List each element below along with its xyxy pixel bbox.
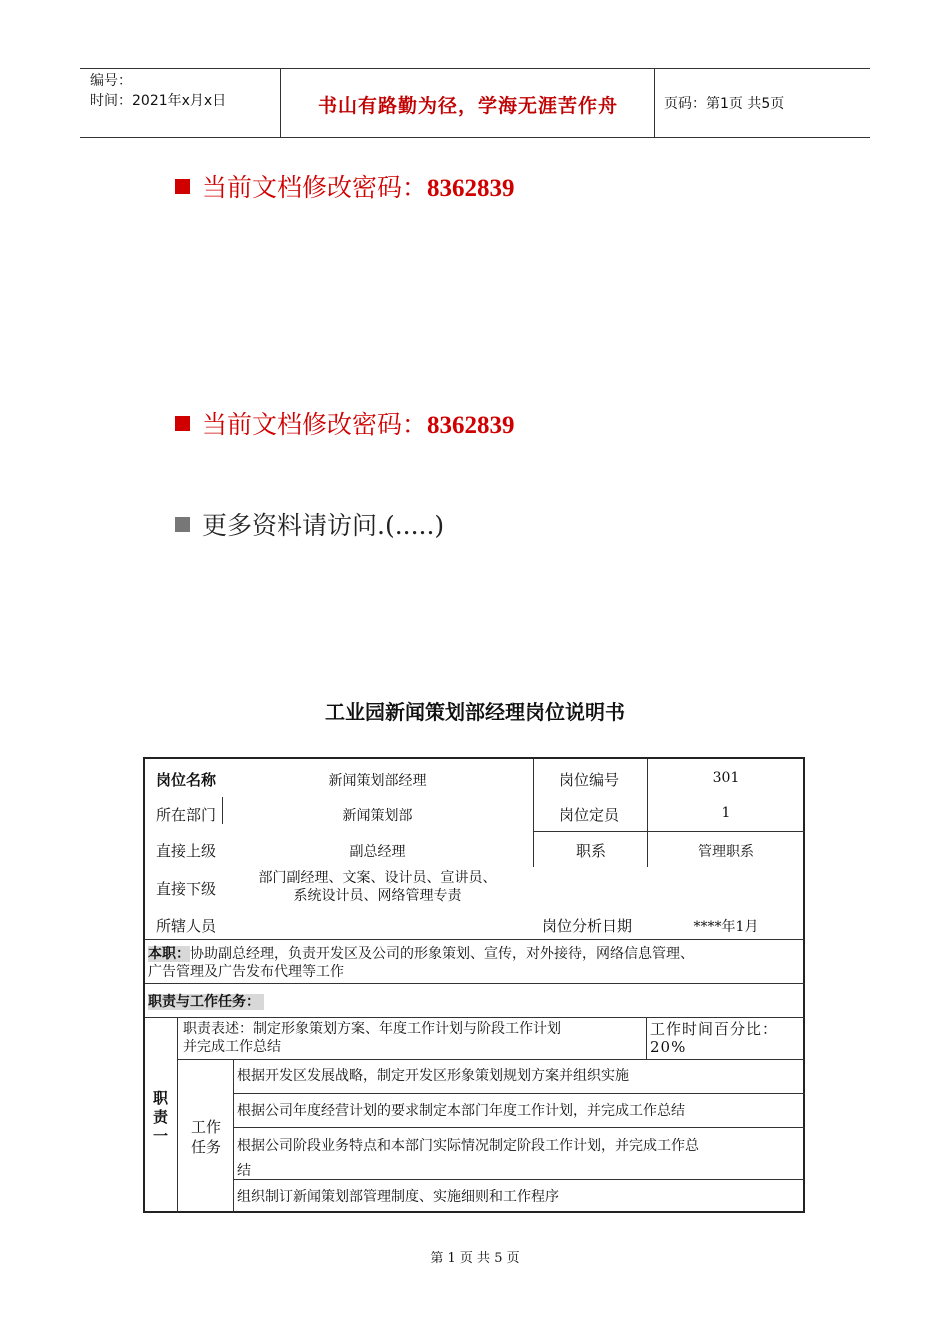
row-divider [233, 1127, 805, 1128]
password-label: 当前文档修改密码： [202, 410, 428, 439]
document-number: 编号： [90, 73, 132, 89]
duty-line: 广告管理及广告发布代理等工作 [148, 964, 344, 980]
cell-divider [233, 1059, 234, 1213]
password-value: 8362839 [427, 412, 515, 439]
password-notice [175, 405, 515, 441]
work-task-label: 工作任务 [190, 1118, 221, 1156]
duty1-description [183, 1020, 645, 1056]
subordinate-line: 系统设计员、网络管理专责 [293, 888, 462, 904]
position-name-value: 新闻策划部经理 [328, 773, 427, 789]
tasks-heading: 职责与工作任务： [148, 993, 264, 1011]
time-pct-value: 20% [650, 1038, 687, 1056]
gray-square-bullet-icon [175, 517, 190, 532]
cell-divider [177, 1017, 178, 1213]
subordinate-label: 直接下级 [156, 880, 217, 898]
analysis-date-value: ****年1月 [693, 919, 759, 935]
duty-label: 本职： [148, 946, 190, 962]
header-divider [654, 69, 655, 137]
duty-summary [148, 945, 803, 981]
time-pct-label: 工作时间百分比： [650, 1020, 779, 1038]
department-value: 新闻策划部 [342, 808, 413, 824]
analysis-date-label: 岗位分析日期 [542, 917, 633, 935]
row-divider [233, 1179, 805, 1180]
page-header [80, 68, 870, 138]
position-no-value: 301 [712, 770, 740, 786]
duty-line: 协助副总经理，负责开发区及公司的形象策划、宣传，对外接待，网络信息管理、 [190, 946, 694, 962]
duty1-label: 职责一 [153, 1089, 169, 1145]
task-item: 根据开发区发展战略，制定开发区形象策划规划方案并组织实施 [237, 1068, 629, 1084]
duty1-desc-line: 职责表述：制定形象策划方案、年度工作计划与阶段工作计划 [183, 1021, 561, 1037]
row-divider [177, 1059, 805, 1060]
superior-label: 直接上级 [156, 842, 217, 860]
headcount-label: 岗位定员 [559, 806, 620, 824]
password-label: 当前文档修改密码： [202, 173, 428, 202]
headcount-value: 1 [721, 805, 731, 821]
subordinate-line: 部门副经理、文案、设计员、宣讲员、 [258, 870, 497, 886]
row-divider [145, 1017, 805, 1018]
work-time-percentage [650, 1020, 804, 1056]
position-name-label: 岗位名称 [156, 771, 217, 789]
row-divider [233, 1093, 805, 1094]
job-description-table [143, 757, 805, 1213]
series-label: 职系 [576, 842, 607, 860]
document-title: 工业园新闻策划部经理岗位说明书 [325, 700, 625, 724]
task-item: 根据公司阶段业务特点和本部门实际情况制定阶段工作计划，并完成工作总 结 [237, 1138, 699, 1179]
more-info-text: 更多资料请访问.(.....) [202, 511, 445, 540]
header-divider [280, 69, 281, 137]
password-notice [175, 168, 515, 204]
header-meta [90, 71, 226, 111]
task-item: 根据公司年度经营计划的要求制定本部门年度工作计划，并完成工作总结 [237, 1103, 685, 1119]
document-time: 时间：2021年x月x日 [90, 93, 227, 109]
header-motto: 书山有路勤为径，学海无涯苦作舟 [317, 95, 618, 117]
department-label: 所在部门 [156, 806, 217, 824]
page-footer: 第 1 页 共 5 页 [430, 1251, 520, 1266]
subordinate-value [222, 869, 533, 905]
series-value: 管理职系 [698, 844, 754, 860]
password-value: 8362839 [427, 175, 515, 202]
task-item: 组织制订新闻策划部管理制度、实施细则和工作程序 [237, 1189, 559, 1205]
red-square-bullet-icon [175, 179, 190, 194]
header-page-info: 页码：第1页 共5页 [664, 96, 785, 112]
cell-divider [533, 759, 534, 867]
position-no-label: 岗位编号 [559, 771, 620, 789]
cell-divider [646, 1017, 647, 1059]
more-info-notice [175, 506, 444, 542]
row-divider [145, 939, 805, 940]
row-divider [145, 983, 805, 984]
duty1-desc-line: 并完成工作总结 [183, 1039, 281, 1055]
superior-value: 副总经理 [349, 844, 406, 860]
red-square-bullet-icon [175, 416, 190, 431]
row-divider [533, 831, 805, 832]
staff-label: 所辖人员 [156, 917, 217, 935]
